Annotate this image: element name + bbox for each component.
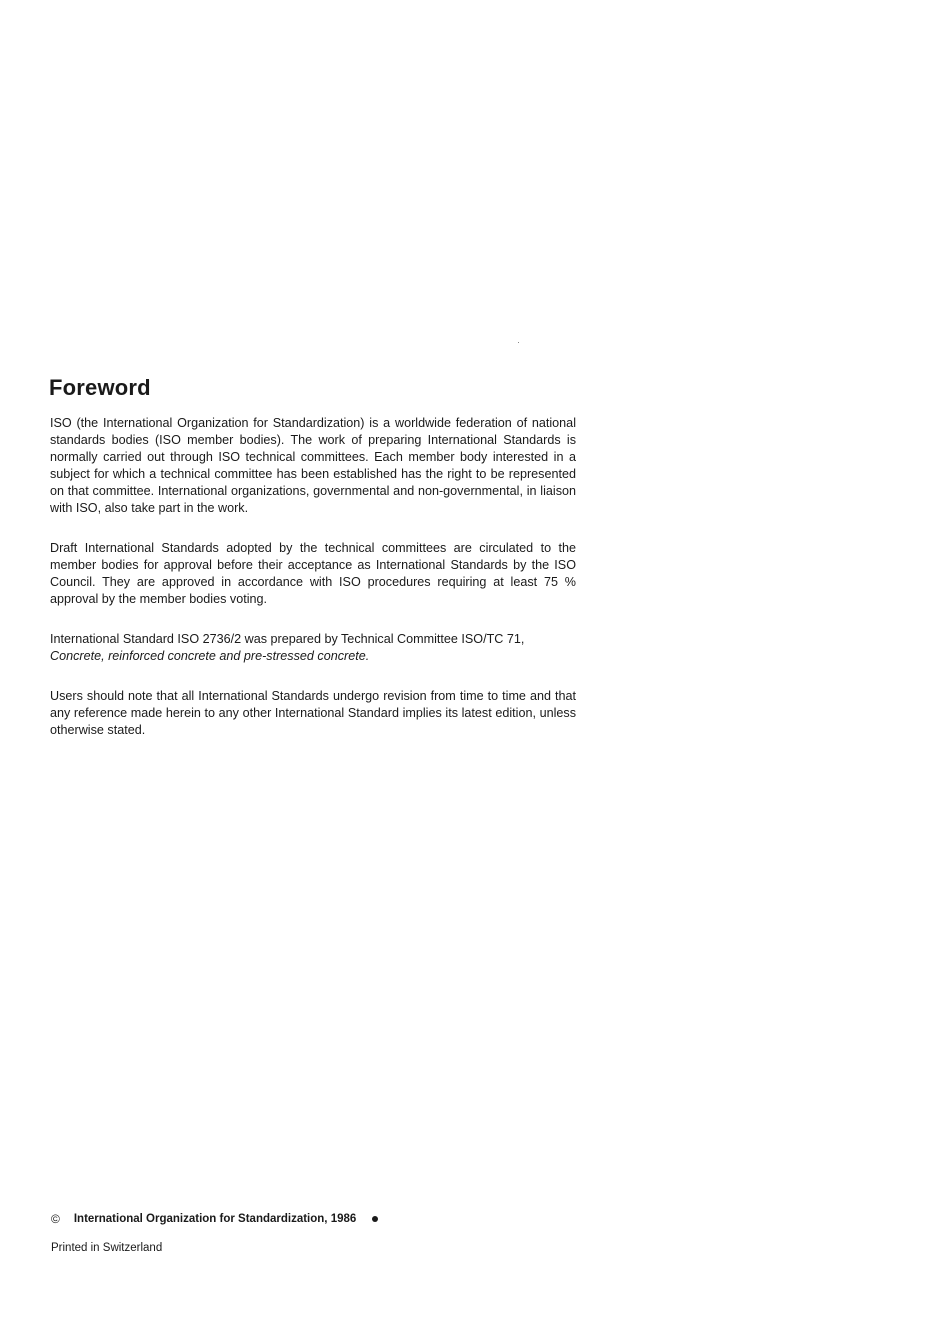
copyright-line [51,1212,378,1226]
preparation-statement: International Standard ISO 2736/2 was prepared by Technical Committee ISO/TC 71, [50,632,525,646]
copyright-icon: © [51,1212,60,1226]
printed-location: Printed in Switzerland [51,1242,163,1254]
paragraph-revision-note: Users should note that all International Standards undergo revision from time to time and that any reference made herein to any other International Standard implies its latest edition, unless otherwise stated. [50,689,576,737]
page-title: Foreword [49,375,151,400]
committee-title: Concrete, reinforced concrete and pre-stressed concrete. [50,649,370,663]
bullet-icon [372,1216,378,1222]
copyright-organization: International Organization for Standardization, 1986 [73,1213,357,1225]
scan-speck [518,342,519,343]
paragraph-draft-standards: Draft International Standards adopted by the technical committees are circulated to the member bodies for approval before their acceptance as International Standards by the ISO Council. They are approved in accordance with ISO procedures requiring at least 75 % approval by the member bodies voting. [50,541,576,606]
paragraph-standard-preparation [50,631,576,665]
paragraph-iso-overview: ISO (the International Organization for Standardization) is a worldwide federation of national standards bodies (ISO member bodies). The work of preparing International Standards is normally carried out through ISO technical committees. Each member body interested in a subject for which a technical committee has been established has the right to be represented on that committee. International organizations, governmental and non-governmental, in liaison with ISO, also take part in the work. [50,416,576,515]
